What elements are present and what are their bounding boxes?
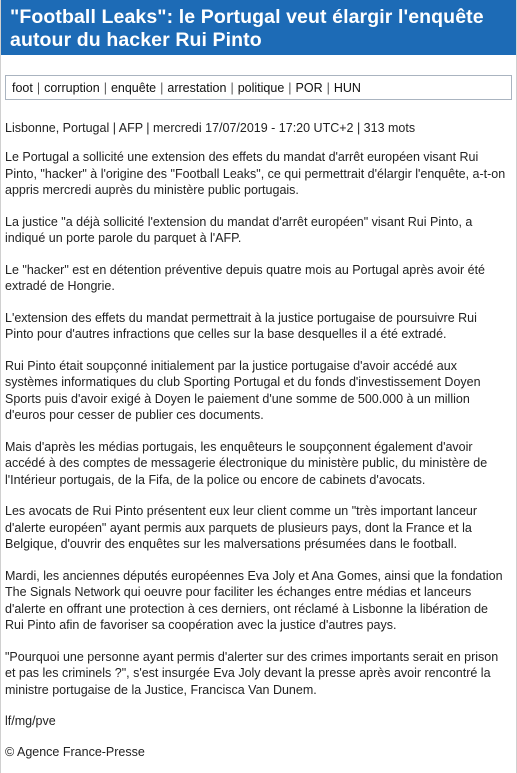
tag-bar [5, 75, 512, 100]
tag-hun[interactable]: HUN [333, 80, 361, 95]
paragraph: Rui Pinto était soupçonné initialement par la justice portugaise d'avoir accédé aux systèmes informatiques du club Sporting Portugal et du fonds d'investissement Doyen Sports puis d'avoir exigé à Doyen le paiement d'une somme de 500.000 à un million d'euros pour cesser de publier ces documents. [5, 358, 481, 422]
paragraph: Les avocats de Rui Pinto présentent eux leur client comme un "très important lanceur d'alerte européen" ayant permis aux parquets de plusieurs pays, dont la France et la Belgique, d'ouvrir des enquêtes sur les malversations présumées dans le football. [5, 504, 478, 551]
title-bar [1, 0, 516, 55]
paragraph: Mais d'après les médias portugais, les enquêteurs le soupçonnent également d'avoir accédé à des comptes de messagerie électronique du ministère public, du ministère de l'Intérieur portugais, de la Fifa, de la police ou encore de cabinets d'avocats. [5, 439, 488, 487]
author-initials: lf/mg/pve [5, 714, 56, 728]
tag-separator: | [230, 80, 234, 95]
tag-separator: | [288, 80, 292, 95]
paragraph: Le "hacker" est en détention préventive depuis quatre mois au Portugal après avoir été extradé de Hongrie. [5, 262, 485, 293]
tag-foot[interactable]: foot [12, 80, 33, 95]
paragraph: La justice "a déjà sollicité l'extension du mandat d'arrêt européen" visant Rui Pinto, a indiqué un porte parole du parquet à l'AFP. [5, 214, 473, 245]
copyright: © Agence France-Presse [5, 744, 145, 759]
tag-corruption[interactable]: corruption [44, 80, 100, 95]
paragraph: Le Portugal a sollicité une extension des effets du mandat d'arrêt européen visant Rui Pinto, "hacker" à l'origine des "Football Leaks", ce qui permettrait d'élargir l'enquête, a-t-on appris mercredi auprès du ministère public portugais. [5, 150, 506, 197]
article-meta: Lisbonne, Portugal | AFP | mercredi 17/07/2019 - 17:20 UTC+2 | 313 mots [5, 121, 416, 135]
article-title: "Football Leaks": le Portugal veut élargir l'enquête autour du hacker Rui Pinto [10, 6, 484, 51]
tag-separator: | [36, 80, 41, 95]
tag-separator: | [160, 80, 164, 95]
paragraph: L'extension des effets du mandat permettrait à la justice portugaise de poursuivre Rui Pinto pour d'autres infractions que celles sur la base desquelles il a été extradé. [5, 310, 477, 341]
tag-enquete[interactable]: enquête [110, 80, 157, 95]
article-body [5, 149, 508, 730]
paragraph: Mardi, les anciennes députés européennes Eva Joly et Ana Gomes, ainsi que la fondation The Signals Network qui oeuvre pour faciliter les échanges entre médias et lanceurs d'alerte en offrant une protection à ces derniers, ont réclamé à Lisbonne la libération de Rui Pinto afin de favoriser sa coopération avec la justice d'autres pays. [5, 568, 503, 632]
tag-por[interactable]: POR [295, 80, 323, 95]
tag-separator: | [103, 80, 107, 95]
tag-politique[interactable]: politique [237, 80, 285, 95]
tag-separator: | [326, 80, 330, 95]
tag-arrestation[interactable]: arrestation [167, 80, 227, 95]
paragraph: "Pourquoi une personne ayant permis d'alerter sur des crimes importants serait en prison et pas les criminels ?", s'est insurgée Eva Joly devant la presse après avoir rencontré la ministre portugaise de la Justice, Francisca Van Dunem. [5, 649, 499, 697]
